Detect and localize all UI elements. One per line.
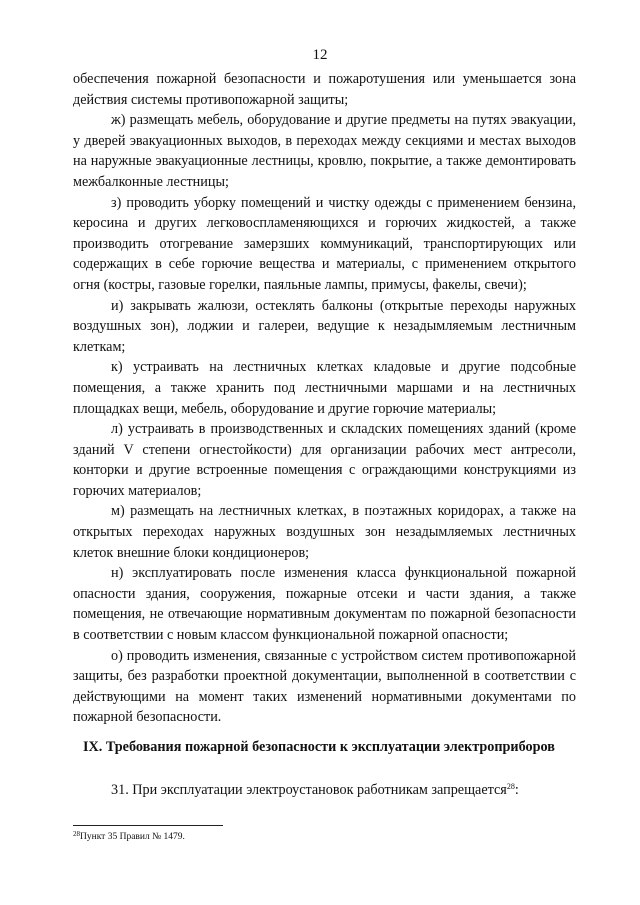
item-i: и) закрывать жалюзи, остеклять балконы (открытые переходы наружных воздушных зон), лоджии и галереи, ведущие к незадымляемым лестничным клеткам; (73, 297, 576, 355)
item-n: н) эксплуатировать после изменения класса функциональной пожарной опасности здания, сооружения, пожарные отсеки и части здания, а также помещения, не отвечающие нормативным документам по пожарной безопасности в соответствии с новым классом функциональной пожарной опасности; (73, 565, 576, 644)
clause-31 (73, 780, 576, 800)
footnote-separator (73, 825, 223, 826)
clause-31-text: 31. При эксплуатации электроустановок работникам запрещается (111, 782, 507, 798)
item-z: з) проводить уборку помещений и чистку одежды с применением бензина, керосина и других легковоспламеняющихся и горючих жидкостей, а также производить отогревание замерзших коммуникаций, транспортирующих или содержащих в себе горючие вещества и материалы, с применением открытого огня (костры, газовые горелки, паяльные лампы, примусы, факелы, свечи); (73, 194, 576, 293)
clause-31-colon: : (514, 782, 519, 798)
item-l: л) устраивать в производственных и складских помещениях зданий (кроме зданий V степени огнестойкости) для организации рабочих мест антресоли, конторки и другие встроенные помещения с ограждающими конструкциями из горючих материалов; (73, 421, 576, 499)
paragraph-continuation: обеспечения пожарной безопасности и пожаротушения или уменьшается зона действия системы противопожарной защиты; (73, 71, 576, 108)
footnote-mark: 28 (73, 830, 80, 838)
item-k: к) устраивать на лестничных клетках кладовые и другие подсобные помещения, а также хранить под лестничными маршами и на лестничных площадках вещи, мебель, оборудование и другие горючие материалы; (73, 359, 576, 417)
section-heading: IX. Требования пожарной безопасности к эксплуатации электроприборов (83, 739, 555, 755)
footnote (73, 831, 576, 843)
item-m: м) размещать на лестничных клетках, в поэтажных коридорах, а также на открытых переходах наружных воздушных зон незадымляемых лестничных клеток внешние блоки кондиционеров; (73, 503, 576, 561)
item-zh: ж) размещать мебель, оборудование и другие предметы на путях эвакуации, у дверей эвакуационных выходов, в переходах между секциями и местах выходов на наружные эвакуационные лестницы, кровлю, покрытие, а также демонтировать межбалконные лестницы; (73, 112, 576, 190)
page-number: 12 (312, 47, 328, 63)
footnote-text: Пункт 35 Правил № 1479. (80, 832, 185, 842)
body-text (73, 69, 576, 728)
item-o: о) проводить изменения, связанные с устройством систем противопожарной защиты, без разработки проектной документации, выполненной в соответствии с действующими на момент таких изменений нормативными документами по пожарной безопасности. (73, 647, 576, 726)
footnote-reference: 28 (506, 782, 515, 791)
